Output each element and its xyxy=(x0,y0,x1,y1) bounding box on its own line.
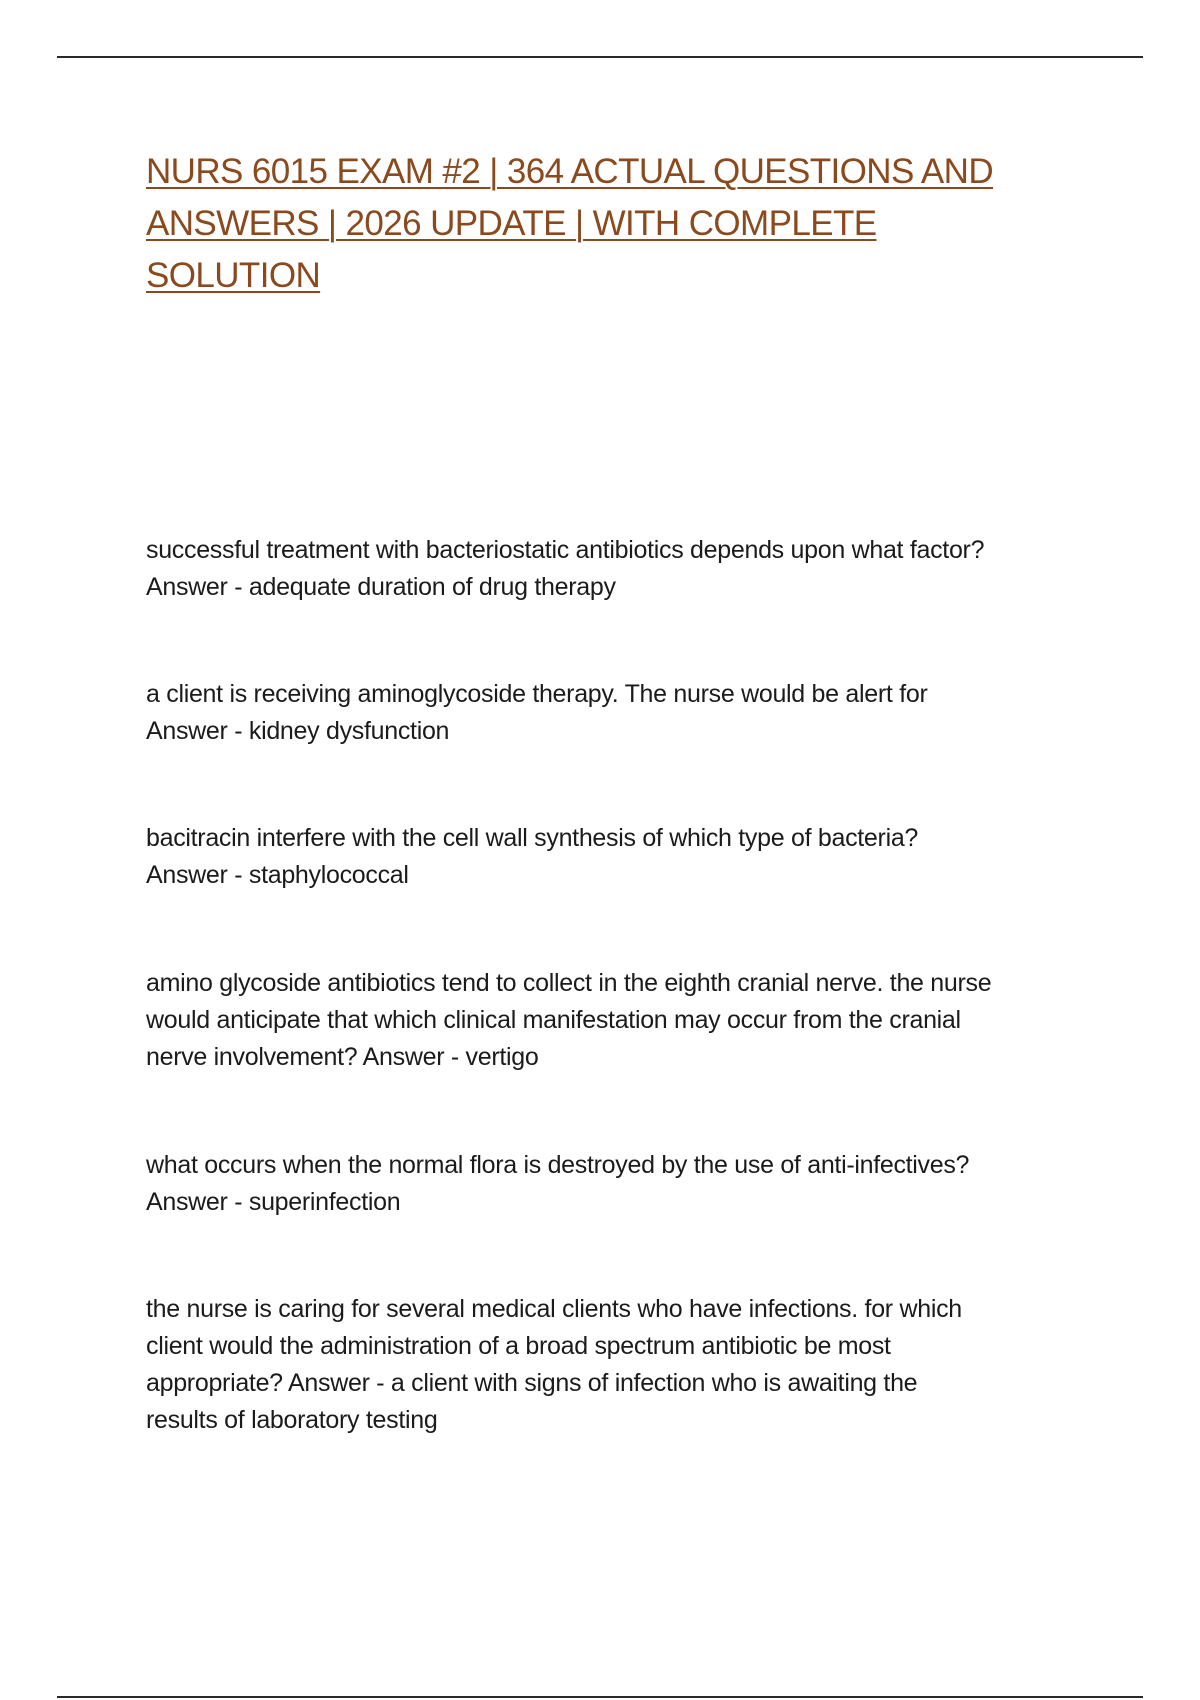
answer-line: appropriate? Answer - a client with signs of infection who is awaiting the xyxy=(146,1369,918,1397)
answer-line: Answer - adequate duration of drug therapy xyxy=(146,573,616,601)
bottom-rule xyxy=(57,1696,1143,1698)
question-line: would anticipate that which clinical manifestation may occur from the cranial xyxy=(146,1006,961,1034)
answer-line: Answer - staphylococcal xyxy=(146,861,409,889)
question-line: amino glycoside antibiotics tend to collect in the eighth cranial nerve. the nurse xyxy=(146,969,992,997)
title-line: SOLUTION xyxy=(146,256,321,295)
question-line: what occurs when the normal flora is destroyed by the use of anti-infectives? xyxy=(146,1151,970,1179)
qa-item xyxy=(146,532,1076,606)
answer-line: Answer - superinfection xyxy=(146,1188,401,1216)
question-line: bacitracin interfere with the cell wall synthesis of which type of bacteria? xyxy=(146,824,919,852)
title-line: ANSWERS | 2026 UPDATE | WITH COMPLETE xyxy=(146,204,877,243)
answer-line: results of laboratory testing xyxy=(146,1406,438,1434)
answer-line: nerve involvement? Answer - vertigo xyxy=(146,1043,539,1071)
question-line: successful treatment with bacteriostatic antibiotics depends upon what factor? xyxy=(146,536,985,564)
title-line: NURS 6015 EXAM #2 | 364 ACTUAL QUESTIONS AND xyxy=(146,152,993,191)
question-line: a client is receiving aminoglycoside therapy. The nurse would be alert for xyxy=(146,680,928,708)
answer-line: Answer - kidney dysfunction xyxy=(146,717,450,745)
qa-item xyxy=(146,965,1076,1076)
qa-item xyxy=(146,1291,1076,1439)
qa-item xyxy=(146,820,1076,894)
question-line: the nurse is caring for several medical clients who have infections. for which xyxy=(146,1295,962,1323)
question-line: client would the administration of a broad spectrum antibiotic be most xyxy=(146,1332,891,1360)
document-title xyxy=(146,146,1066,302)
qa-item xyxy=(146,1147,1076,1221)
top-rule xyxy=(57,56,1143,58)
qa-item xyxy=(146,676,1076,750)
